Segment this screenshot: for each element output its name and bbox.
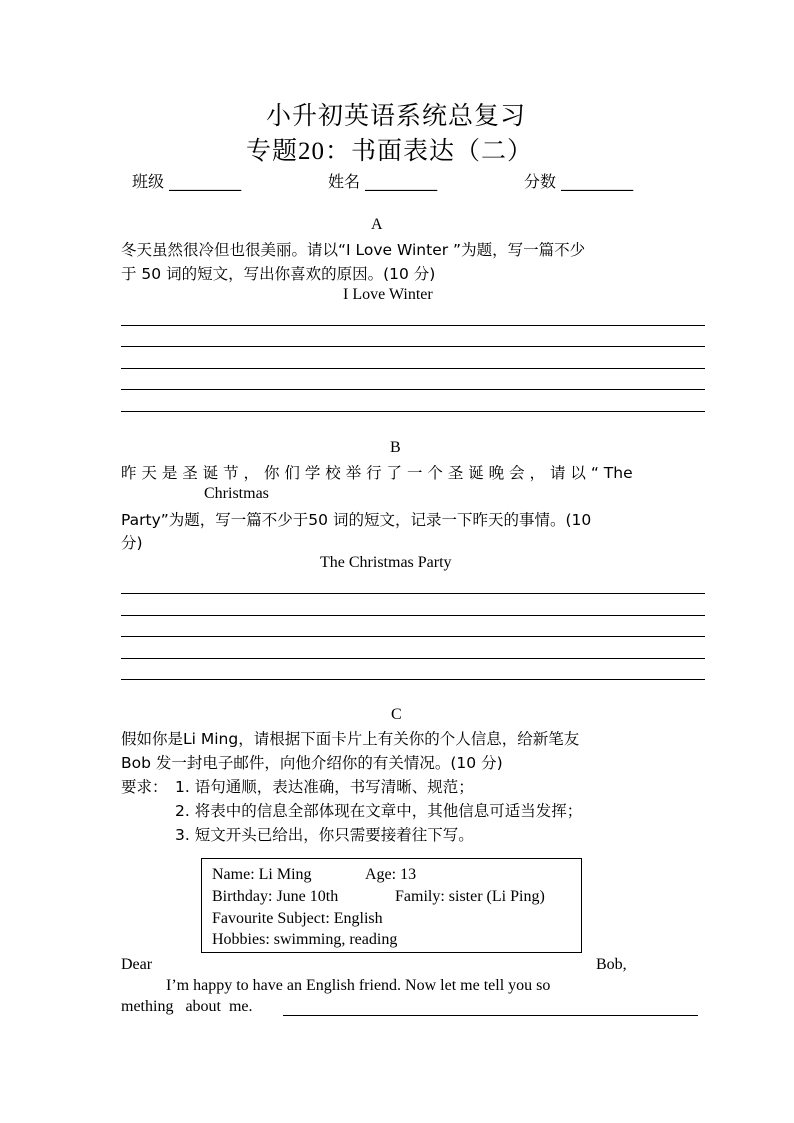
writing-line[interactable]	[121, 411, 705, 412]
letter-line-2: mething about me.	[121, 998, 253, 1015]
card-birthday: Birthday: June 10th	[212, 888, 339, 905]
section-a-essay-title: I Love Winter	[343, 286, 433, 303]
section-a-prompt-line2: 于 50 词的短文，写出你喜欢的原因。(10 分)	[121, 265, 436, 283]
requirement-3: 3. 短文开头已给出，你只需要接着往下写。	[175, 826, 474, 844]
card-favourite-subject: Favourite Subject: English	[212, 910, 383, 927]
writing-line[interactable]	[121, 325, 705, 326]
writing-line[interactable]	[121, 368, 705, 369]
card-name: Name: Li Ming	[212, 866, 312, 883]
section-b-prompt-line2: Christmas	[204, 485, 269, 502]
page-subtitle: 专题20：书面表达（二）	[246, 138, 534, 165]
writing-line[interactable]	[121, 346, 705, 347]
score-field: 分数 _________	[524, 172, 634, 191]
section-c-letter: C	[391, 706, 402, 723]
section-b-essay-title: The Christmas Party	[320, 554, 452, 571]
class-field: 班级 _________	[132, 172, 242, 191]
page-title: 小升初英语系统总复习	[266, 103, 527, 130]
section-b-prompt-line1: 昨 天 是 圣 诞 节 ， 你 们 学 校 举 行 了 一 个 圣 诞 晚 会 ， 请 以 “ The	[121, 464, 633, 482]
section-c-prompt-line1: 假如你是Li Ming，请根据下面卡片上有关你的个人信息，给新笔友	[121, 730, 580, 748]
card-age: Age: 13	[365, 866, 417, 883]
section-b-letter: B	[390, 439, 401, 456]
section-a-prompt-line1: 冬天虽然很冷但也很美丽。请以“I Love Winter ”为题，写一篇不少	[121, 241, 586, 259]
requirement-1: 1. 语句通顺，表达准确，书写清晰、规范；	[175, 778, 474, 796]
answer-line[interactable]	[283, 1015, 698, 1016]
salutation-dear: Dear	[121, 956, 153, 973]
section-b-prompt-line4: 分)	[121, 534, 143, 552]
writing-line[interactable]	[121, 615, 705, 616]
requirements-label: 要求：	[121, 778, 168, 796]
info-card	[201, 858, 582, 953]
writing-line[interactable]	[121, 389, 705, 390]
writing-line[interactable]	[121, 593, 705, 594]
requirement-2: 2. 将表中的信息全部体现在文章中，其他信息可适当发挥；	[175, 802, 583, 820]
card-hobbies: Hobbies: swimming, reading	[212, 931, 398, 948]
writing-line[interactable]	[121, 658, 705, 659]
writing-line[interactable]	[121, 636, 705, 637]
name-field: 姓名 _________	[328, 172, 438, 191]
section-a-letter: A	[371, 216, 383, 233]
writing-line[interactable]	[121, 679, 705, 680]
letter-line-1: I’m happy to have an English friend. Now let me tell you so	[166, 977, 551, 994]
section-b-prompt-line3: Party”为题，写一篇不少于50 词的短文，记录一下昨天的事情。(10	[121, 511, 592, 529]
card-family: Family: sister (Li Ping)	[395, 888, 545, 905]
section-c-prompt-line2: Bob 发一封电子邮件，向他介绍你的有关情况。(10 分)	[121, 754, 503, 772]
salutation-name: Bob,	[596, 956, 627, 973]
